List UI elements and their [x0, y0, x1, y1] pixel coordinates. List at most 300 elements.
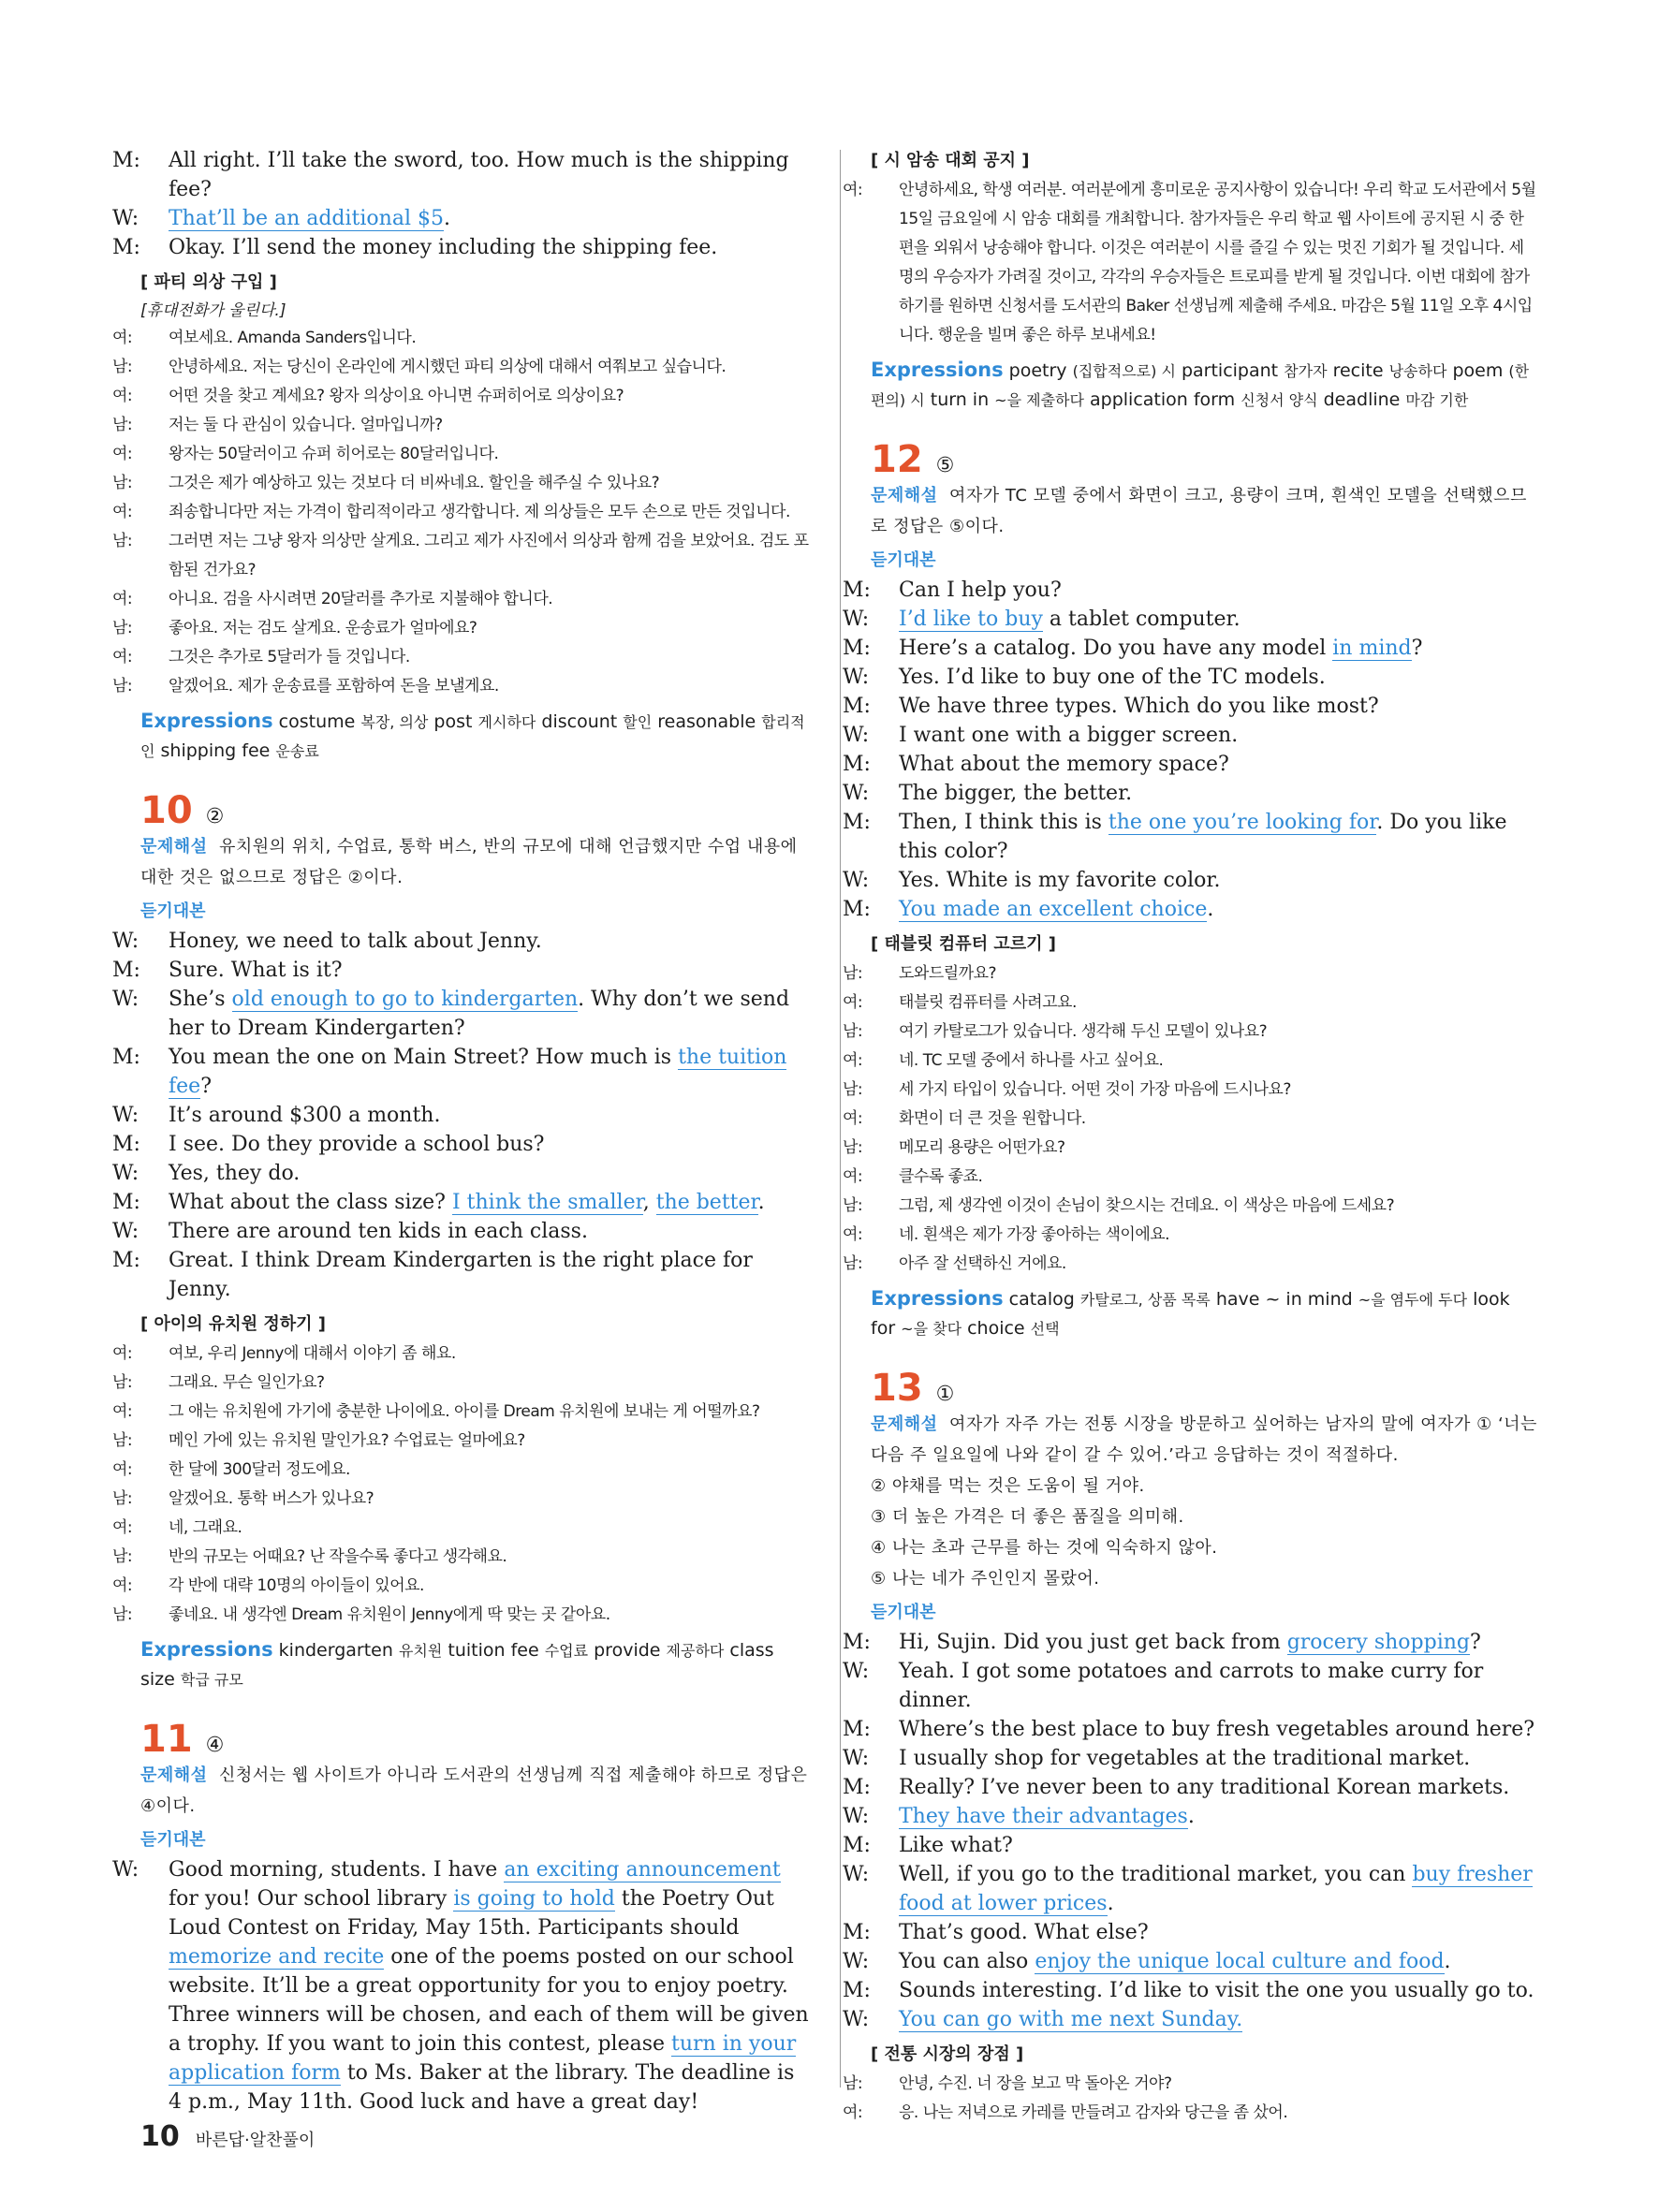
dialog-text: .	[757, 1191, 765, 1214]
speaker-label: M:	[112, 149, 140, 172]
option-list	[871, 1471, 1537, 1594]
answer-phrase: They have their advantages	[899, 1805, 1188, 1828]
dialog-text: Well, if you go to the traditional market, you can	[899, 1863, 1413, 1886]
dialog-text: ?	[1411, 637, 1423, 660]
speaker-label: M:	[112, 236, 140, 259]
translation-line	[112, 1369, 811, 1398]
speaker-label: 여:	[112, 1402, 133, 1421]
expression-meaning: (한 편의) 시	[871, 362, 1530, 409]
translation-text: 그럼, 제 생각엔 이것이 손님이 찾으시는 건데요. 이 색상은 마음에 드세요?	[899, 1196, 1395, 1215]
dialog-block	[112, 146, 811, 262]
translation-text: 그것은 제가 예상하고 있는 것보다 더 비싸네요. 할인을 해주실 수 있나요?	[169, 474, 660, 492]
speaker-label: 남:	[112, 1547, 133, 1566]
dialog-text: Honey, we need to talk about Jenny.	[169, 930, 542, 953]
speaker-label: 여:	[843, 2103, 863, 2122]
speaker-label: 여:	[112, 1576, 133, 1595]
translation-text: 각 반에 대략 10명의 아이들이 있어요.	[169, 1576, 424, 1595]
translation-line	[843, 176, 1537, 350]
speaker-label: 남:	[843, 1138, 863, 1157]
expression-word: choice	[967, 1318, 1025, 1339]
speaker-label: M:	[843, 1631, 871, 1654]
dialog-line	[112, 927, 811, 956]
dialog-line	[843, 2005, 1537, 2034]
translation-line	[112, 1427, 811, 1456]
translation-line	[112, 1572, 811, 1601]
translation-text: 좋아요. 저는 검도 살게요. 운송료가 얼마에요?	[169, 619, 477, 637]
answer-phrase: You can go with me next Sunday.	[899, 2008, 1243, 2031]
speaker-label: M:	[843, 898, 871, 921]
translation-text: 응. 나는 저녁으로 카레를 만들려고 감자와 당근을 좀 샀어.	[899, 2103, 1288, 2122]
speaker-label: 남:	[112, 619, 133, 637]
speaker-label: M:	[843, 1834, 871, 1857]
dialog-text: I see. Do they provide a school bus?	[169, 1133, 545, 1156]
explanation-label: 문제해설	[871, 1414, 938, 1434]
answer-mark: ④	[205, 1734, 225, 1757]
expression-meaning: 할인	[623, 713, 653, 731]
book-title: 바른답·알찬풀이	[195, 2131, 316, 2150]
dialog-text: You can also	[899, 1950, 1035, 1973]
speaker-label: 여:	[112, 1344, 133, 1363]
dialog-text: Really? I’ve never been to any traditional Korean markets.	[899, 1776, 1510, 1799]
korean-translation	[112, 324, 811, 701]
dialog-line	[112, 1130, 811, 1159]
expressions-box	[871, 356, 1537, 415]
speaker-label: 남:	[843, 964, 863, 983]
question-number: 13	[871, 1367, 923, 1410]
speaker-label: W:	[843, 1950, 870, 1973]
speaker-label: W:	[843, 608, 870, 631]
translation-text: 클수록 좋죠.	[899, 1167, 983, 1186]
question-header	[140, 790, 811, 831]
dialog-text: Yes. I’d like to buy one of the TC models.	[899, 666, 1326, 689]
speaker-label: M:	[843, 1718, 871, 1741]
section-title: [ 전통 시장의 장점 ]	[871, 2044, 1024, 2064]
translation-line	[112, 411, 811, 440]
dialog-text: .	[1207, 898, 1214, 921]
expressions-box	[140, 1635, 811, 1694]
speaker-label: M:	[843, 811, 871, 834]
speaker-label: 여:	[843, 993, 863, 1012]
translation-line	[112, 643, 811, 672]
dialog-line	[112, 1217, 811, 1246]
translation-line	[112, 1514, 811, 1543]
speaker-label: M:	[112, 1191, 140, 1214]
translation-line	[843, 1134, 1537, 1163]
dialog-line	[843, 663, 1537, 692]
speaker-label: M:	[843, 1776, 871, 1799]
speaker-label: W:	[843, 2008, 870, 2031]
answer-phrase: turn in your application form	[169, 2032, 797, 2085]
expression-meaning: 수업료	[544, 1642, 589, 1660]
speaker-label: W:	[843, 869, 870, 892]
explanation-label: 문제해설	[871, 486, 938, 505]
speaker-label: 여:	[112, 648, 133, 667]
expression-meaning: 신청서 양식	[1241, 391, 1318, 409]
option-item: ⑤ 나는 네가 주인인지 몰랐어.	[871, 1569, 1100, 1589]
speaker-label: M:	[843, 579, 871, 602]
speaker-label: M:	[843, 637, 871, 660]
expression-word: tuition fee	[448, 1640, 539, 1661]
expressions-label: Expressions	[140, 710, 273, 732]
speaker-label: 여:	[112, 1460, 133, 1479]
speaker-label: M:	[112, 1046, 140, 1069]
speaker-label: 남:	[112, 1431, 133, 1450]
expression-word: kindergarten	[278, 1640, 393, 1661]
dialog-line	[112, 204, 811, 233]
expression-word: look for	[871, 1289, 1510, 1339]
dialog-line	[843, 1918, 1537, 1947]
expression-word: post	[433, 711, 473, 732]
dialog-text: a tablet computer.	[1042, 608, 1241, 631]
expressions-label: Expressions	[140, 1638, 273, 1661]
dialog-text: Where’s the best place to buy fresh vegetables around here?	[899, 1718, 1535, 1741]
translation-text: 알겠어요. 통학 버스가 있나요?	[169, 1489, 374, 1508]
translation-line	[843, 1163, 1537, 1192]
speaker-label: 여:	[112, 503, 133, 521]
dialog-line	[112, 146, 811, 204]
dialog-text: ,	[642, 1191, 656, 1214]
answer-mark: ⑤	[935, 454, 955, 477]
dialog-text: I usually shop for vegetables at the traditional market.	[899, 1747, 1471, 1770]
speaker-label: W:	[843, 724, 870, 747]
translation-text: 도와드릴까요?	[899, 964, 997, 983]
translation-text: 죄송합니다만 저는 가격이 합리적이라고 생각합니다. 제 의상들은 모두 손으로 만든 것입니다.	[169, 503, 790, 521]
explanation	[871, 480, 1537, 542]
speaker-label: 남:	[112, 1373, 133, 1392]
dialog-line	[112, 1188, 811, 1217]
translation-text: 한 달에 300달러 정도에요.	[169, 1460, 350, 1479]
speaker-label: W:	[112, 930, 139, 953]
dialog-block	[112, 927, 811, 1304]
answer-phrase: I think the smaller	[451, 1191, 643, 1214]
expression-word: recite	[1332, 360, 1384, 381]
translation-line	[112, 1601, 811, 1630]
question-number: 11	[140, 1718, 193, 1761]
dialog-text: What about the memory space?	[899, 753, 1229, 776]
dialog-text: to Ms. Baker at the library. The deadline is 4 p.m., May 11th. Good luck and have a great day!	[169, 2061, 795, 2114]
speaker-label: W:	[843, 1660, 870, 1683]
answer-mark: ②	[205, 805, 225, 828]
expression-word: class size	[140, 1640, 774, 1690]
speaker-label: W:	[843, 1805, 870, 1828]
dialog-text: Hi, Sujin. Did you just get back from	[899, 1631, 1287, 1654]
expression-meaning: ~을 찾다	[901, 1320, 962, 1338]
answer-phrase: I’d like to buy	[899, 608, 1043, 631]
speaker-label: W:	[112, 1220, 139, 1243]
translation-line	[112, 527, 811, 585]
dialog-line	[112, 1159, 811, 1188]
speaker-label: W:	[843, 1863, 870, 1886]
dialog-text: Yes, they do.	[169, 1162, 301, 1185]
option-item: ② 야채를 먹는 것은 도움이 될 거야.	[871, 1476, 1145, 1496]
dialog-text: .	[443, 207, 450, 230]
speaker-label: 남:	[112, 358, 133, 376]
translation-text: 안녕하세요, 학생 여러분. 여러분에게 흥미로운 공지사항이 있습니다! 우리 학교 도서관에서 5월 15일 금요일에 시 암송 대회를 개최합니다. 참가자들은 우리 학교 웹 사이트에 공지된 시 중 한 편을 외워서 낭송해야 합니다. 이것은 여러분이 시를 즐길 수 있는 멋진 기회가 될 것입니다. 세 명의 우승자가 가려질 것이고, 각각의 우승자들은 트로피를 받게 될 것입니다. 이번 대회에 참가하기를 원하면 신청서를 도서관의 Baker 선생님께 제출해 주세요. 마감은 5월 11일 오후 4시입니다. 행운을 빌며 좋은 하루 보내세요!	[899, 181, 1536, 344]
script-label: 듣기대본	[140, 1830, 206, 1850]
speaker-label: 남:	[112, 474, 133, 492]
translation-text: 아니요. 검을 사시려면 20달러를 추가로 지불해야 합니다.	[169, 590, 553, 608]
expression-meaning: 참가자	[1284, 362, 1328, 380]
speaker-label: 여:	[843, 181, 863, 199]
dialog-text: We have three types. Which do you like most?	[899, 695, 1379, 718]
dialog-text: Can I help you?	[899, 579, 1062, 602]
dialog-text: one of the poems posted on our school website. It’ll be a great opportunity for you to enjoy poetry. Three winners will be chosen, and each of them will be given a trophy. If you want to join this contest, please	[169, 1945, 809, 2056]
speaker-label: 남:	[843, 2074, 863, 2093]
option-item: ④ 나는 초과 근무를 하는 것에 익숙하지 않아.	[871, 1538, 1218, 1558]
speaker-label: 남:	[112, 677, 133, 696]
page-number: 10	[140, 2120, 180, 2153]
translation-line	[112, 382, 811, 411]
dialog-line	[843, 1628, 1537, 1657]
dialog-text: What about the class size?	[169, 1191, 452, 1214]
speaker-label: 남:	[843, 1254, 863, 1273]
expression-meaning: 복장, 의상	[360, 713, 429, 731]
dialog-line	[112, 1043, 811, 1101]
speaker-label: W:	[843, 1747, 870, 1770]
translation-line	[843, 1076, 1537, 1105]
dialog-text: for you! Our school library	[169, 1887, 454, 1911]
dialog-text: Like what?	[899, 1834, 1013, 1857]
expression-meaning: 선택	[1030, 1320, 1060, 1338]
speaker-label: 여:	[843, 1167, 863, 1186]
dialog-text: Yes. White is my favorite color.	[899, 869, 1221, 892]
expression-meaning: (집합적으로) 시	[1072, 362, 1176, 380]
dialog-line	[843, 1715, 1537, 1744]
dialog-text: Okay. I’ll send the money including the shipping fee.	[169, 236, 718, 259]
translation-text: 알겠어요. 제가 운송료를 포함하여 돈을 보낼게요.	[169, 677, 499, 696]
expression-word: application form	[1090, 389, 1236, 410]
translation-text: 저는 둘 다 관심이 있습니다. 얼마입니까?	[169, 416, 443, 434]
speaker-label: 여:	[843, 1109, 863, 1128]
expression-word: discount	[541, 711, 618, 732]
section-title: [ 시 암송 대회 공지 ]	[871, 151, 1030, 170]
dialog-text: There are around ten kids in each class.	[169, 1220, 588, 1243]
dialog-text: She’s	[169, 988, 232, 1011]
dialog-text: It’s around $300 a month.	[169, 1104, 441, 1127]
expression-word: provide	[594, 1640, 661, 1661]
dialog-text: Yeah. I got some potatoes and carrots to make curry for dinner.	[899, 1660, 1484, 1712]
dialog-line	[843, 1831, 1537, 1860]
dialog-line	[843, 1947, 1537, 1976]
dialog-block	[843, 1628, 1537, 2034]
speaker-label: M:	[112, 1133, 140, 1156]
translation-line	[112, 1340, 811, 1369]
translation-text: 네. 흰색은 제가 가장 좋아하는 색이에요.	[899, 1225, 1170, 1244]
script-label: 듣기대본	[140, 901, 206, 921]
speaker-label: 남:	[843, 1022, 863, 1041]
expression-word: have ~ in mind	[1215, 1289, 1353, 1310]
speaker-label: M:	[112, 959, 140, 982]
left-column	[112, 146, 811, 2117]
expression-meaning: 유치원	[398, 1642, 443, 1660]
dialog-text: . Do you like this color?	[899, 811, 1507, 863]
speaker-label: 남:	[112, 416, 133, 434]
korean-translation	[843, 176, 1537, 350]
section-title: [ 파티 의상 구입 ]	[140, 272, 277, 292]
speaker-label: 여:	[112, 1518, 133, 1537]
korean-translation	[843, 2070, 1537, 2128]
speaker-label: 여:	[112, 387, 133, 405]
explanation-text: 유치원의 위치, 수업료, 통학 버스, 반의 규모에 대해 언급했지만 수업 내용에 대한 것은 없으므로 정답은 ②이다.	[140, 837, 798, 887]
expression-meaning: 학급 규모	[180, 1671, 243, 1689]
speaker-label: 남:	[112, 1605, 133, 1624]
explanation-label: 문제해설	[140, 837, 208, 857]
dialog-text: Sounds interesting. I’d like to visit the one you usually go to.	[899, 1979, 1534, 2002]
translation-text: 세 가지 타입이 있습니다. 어떤 것이 가장 마음에 드시나요?	[899, 1080, 1291, 1099]
answer-phrase: is going to hold	[453, 1887, 615, 1911]
dialog-line	[843, 1802, 1537, 1831]
answer-phrase: the better	[655, 1191, 758, 1214]
dialog-line	[112, 956, 811, 985]
answer-phrase: enjoy the unique local culture and food	[1035, 1950, 1445, 1973]
answer-phrase: You made an excellent choice	[899, 898, 1208, 921]
translation-text: 어떤 것을 찾고 계세요? 왕자 의상이요 아니면 슈퍼히어로 의상이요?	[169, 387, 624, 405]
speaker-label: M:	[843, 1979, 871, 2002]
page-footer	[140, 2120, 315, 2153]
translation-line	[112, 324, 811, 353]
translation-line	[112, 498, 811, 527]
translation-line	[112, 1543, 811, 1572]
answer-mark: ①	[935, 1383, 955, 1406]
dialog-line	[843, 779, 1537, 808]
translation-text: 태블릿 컴퓨터를 사려고요.	[899, 993, 1077, 1012]
translation-text: 여보, 우리 Jenny에 대해서 이야기 좀 해요.	[169, 1344, 456, 1363]
answer-phrase: an exciting announcement	[504, 1858, 781, 1882]
dialog-text: .	[1187, 1805, 1195, 1828]
translation-text: 안녕하세요. 저는 당신이 온라인에 게시했던 파티 의상에 대해서 여쭤보고 싶습니다.	[169, 358, 727, 376]
dialog-line	[843, 1773, 1537, 1802]
question-number: 12	[871, 438, 923, 481]
expression-meaning: 게시하다	[477, 713, 536, 731]
explanation-label: 문제해설	[140, 1765, 208, 1785]
expression-meaning: 카탈로그, 상품 목록	[1079, 1291, 1211, 1309]
answer-phrase: the one you’re looking for	[1108, 811, 1377, 834]
speaker-label: 여:	[843, 1051, 863, 1070]
dialog-line	[112, 233, 811, 262]
translation-text: 그래요. 무슨 일인가요?	[169, 1373, 325, 1392]
speaker-label: 남:	[843, 1196, 863, 1215]
translation-text: 왕자는 50달러이고 슈퍼 히어로는 80달러입니다.	[169, 445, 499, 463]
expression-meaning: ~을 염두에 두다	[1358, 1291, 1468, 1309]
dialog-line	[112, 1101, 811, 1130]
expression-meaning: 마감 기한	[1405, 391, 1469, 409]
dialog-text: Then, I think this is	[899, 811, 1108, 834]
speaker-label: M:	[843, 753, 871, 776]
speaker-label: 여:	[112, 445, 133, 463]
translation-text: 여기 카탈로그가 있습니다. 생각해 두신 모델이 있나요?	[899, 1022, 1268, 1041]
dialog-line	[843, 1744, 1537, 1773]
translation-text: 좋네요. 내 생각엔 Dream 유치원이 Jenny에게 딱 맞는 곳 같아요.	[169, 1605, 610, 1624]
dialog-text: Here’s a catalog. Do you have any model	[899, 637, 1333, 660]
translation-text: 메인 가에 있는 유치원 말인가요? 수업료는 얼마에요?	[169, 1431, 525, 1450]
dialog-line	[843, 1976, 1537, 2005]
dialog-line	[843, 576, 1537, 605]
answer-phrase: That’ll be an additional $5	[169, 207, 444, 230]
speaker-label: W:	[112, 207, 139, 230]
translation-text: 네, 그래요.	[169, 1518, 242, 1537]
translation-text: 안녕, 수진. 너 장을 보고 막 돌아온 거야?	[899, 2074, 1172, 2093]
dialog-text: .	[1107, 1892, 1114, 1915]
explanation	[140, 1760, 811, 1822]
translation-text: 아주 잘 선택하신 거에요.	[899, 1254, 1066, 1273]
expression-word: catalog	[1008, 1289, 1075, 1310]
translation-line	[112, 1485, 811, 1514]
translation-line	[112, 353, 811, 382]
translation-line	[843, 960, 1537, 989]
speaker-label: 여:	[112, 329, 133, 347]
translation-line	[843, 1047, 1537, 1076]
expression-word: costume	[278, 711, 356, 732]
script-label: 듣기대본	[871, 1603, 936, 1622]
translation-text: 그것은 추가로 5달러가 들 것입니다.	[169, 648, 410, 667]
dialog-text: Great. I think Dream Kindergarten is the right place for Jenny.	[169, 1249, 753, 1301]
right-column	[843, 146, 1537, 2128]
expression-meaning: ~을 제출하다	[994, 391, 1084, 409]
translation-line	[843, 1018, 1537, 1047]
speaker-label: M:	[843, 1921, 871, 1944]
translation-line	[843, 2099, 1537, 2128]
dialog-line	[843, 808, 1537, 866]
section-title: [ 태블릿 컴퓨터 고르기 ]	[871, 934, 1057, 954]
dialog-line	[843, 721, 1537, 750]
dialog-line	[112, 985, 811, 1043]
translation-text: 네. TC 모델 중에서 하나를 사고 싶어요.	[899, 1051, 1164, 1070]
expression-meaning: 낭송하다	[1388, 362, 1447, 380]
translation-line	[843, 1105, 1537, 1134]
translation-text: 메모리 용량은 어떤가요?	[899, 1138, 1065, 1157]
expression-meaning: 운송료	[275, 742, 319, 760]
translation-text: 여보세요. Amanda Sanders입니다.	[169, 329, 417, 347]
explanation-text: 신청서는 웹 사이트가 아니라 도서관의 선생님께 직접 제출해야 하므로 정답은 ④이다.	[140, 1765, 808, 1816]
speaker-label: 여:	[112, 590, 133, 608]
expression-word: reasonable	[657, 711, 756, 732]
translation-text: 그 애는 유치원에 가기에 충분한 나이에요. 아이를 Dream 유치원에 보내는 게 어떨까요?	[169, 1402, 760, 1421]
dialog-line	[112, 1855, 811, 2117]
question-header	[140, 1719, 811, 1760]
expressions-label: Expressions	[871, 359, 1004, 381]
translation-line	[112, 1398, 811, 1427]
translation-line	[112, 672, 811, 701]
speaker-label: W:	[112, 1162, 139, 1185]
dialog-line	[843, 1657, 1537, 1715]
expression-word: turn in	[930, 389, 990, 410]
answer-phrase: grocery shopping	[1286, 1631, 1470, 1654]
expression-meaning: 합리적인	[140, 713, 805, 760]
explanation-text: 여자가 자주 가는 전통 시장을 방문하고 싶어하는 남자의 말에 여자가 ① ‘너는 다음 주 일요일에 나와 같이 갈 수 있어.’라고 응답하는 것이 적절하다.	[871, 1414, 1537, 1465]
speaker-label: 여:	[843, 1225, 863, 1244]
speaker-label: 남:	[112, 532, 133, 550]
script-label: 듣기대본	[871, 550, 936, 570]
dialog-line	[843, 605, 1537, 634]
translation-text: 그러면 저는 그냥 왕자 의상만 살게요. 그리고 제가 사진에서 의상과 함께 검을 보았어요. 검도 포함된 건가요?	[169, 532, 809, 579]
question-header	[871, 1368, 1537, 1409]
explanation-text: 여자가 TC 모델 중에서 화면이 크고, 용량이 크며, 흰색인 모델을 선택했으므로 정답은 ⑤이다.	[871, 486, 1527, 536]
answer-phrase: buy fresher food at lower prices	[899, 1863, 1533, 1915]
dialog-text: I want one with a bigger screen.	[899, 724, 1239, 747]
translation-line	[843, 989, 1537, 1018]
dialog-line	[843, 750, 1537, 779]
explanation	[871, 1409, 1537, 1471]
korean-translation	[112, 1340, 811, 1630]
dialog-line	[843, 895, 1537, 924]
translation-text: 반의 규모는 어때요? 난 작을수록 좋다고 생각해요.	[169, 1547, 507, 1566]
translation-line	[843, 1221, 1537, 1250]
translation-line	[843, 1250, 1537, 1279]
dialog-text: the Poetry Out Loud Contest on Friday, May 15th. Participants should	[169, 1887, 774, 1940]
dialog-text: ?	[1470, 1631, 1481, 1654]
speaker-label: W:	[843, 782, 870, 805]
answer-phrase: old enough to go to kindergarten	[231, 988, 579, 1011]
